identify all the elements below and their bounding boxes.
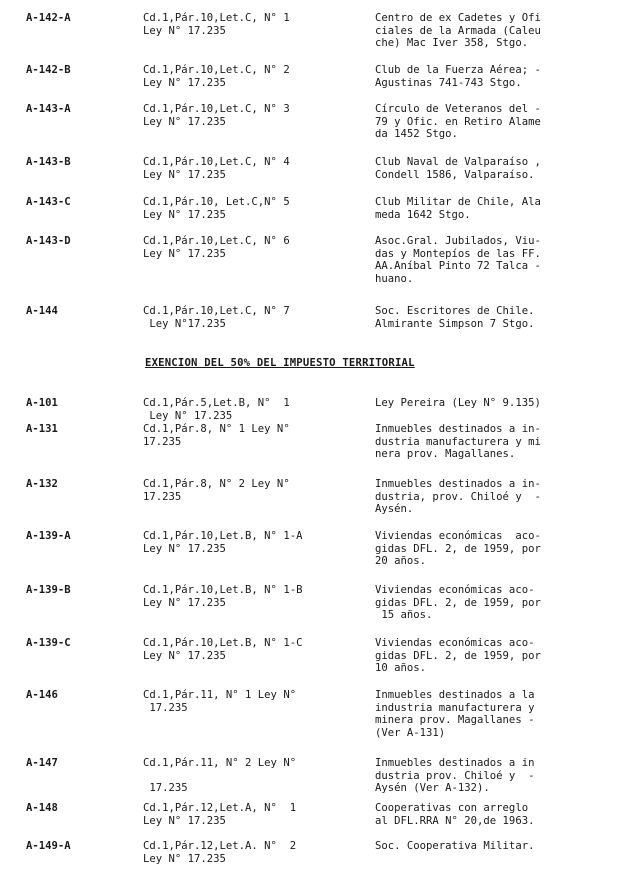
description-line: Ley Pereira (Ley N° 9.135) (375, 397, 541, 409)
description-line: dustria, prov. Chiloé y - (375, 490, 541, 503)
description-line: Inmuebles destinados a la (375, 689, 535, 701)
description-line: Soc. Cooperativa Militar. (375, 840, 535, 852)
reference-line: Cd.1,Pár.10,Let.C, N° 4 (143, 156, 290, 168)
reference-line: 17.235 (143, 701, 188, 714)
description-line: dustria manufacturera y mi (375, 435, 541, 448)
reference-line: Cd.1,Pár.10,Let.C, N° 2 (143, 64, 290, 76)
description-line: minera prov. Magallanes - (375, 714, 535, 727)
description-line: Inmuebles destinados a in- (375, 423, 541, 435)
description-line: da 1452 Stgo. (375, 128, 458, 141)
section-title: EXENCION DEL 50% DEL IMPUESTO TERRITORIAL (145, 357, 415, 369)
reference-line: Ley N° 17.235 (143, 596, 226, 609)
description-line: Almirante Simpson 7 Stgo. (375, 317, 535, 330)
entry-legal-reference (143, 478, 365, 503)
entry-code: A-142-A (26, 12, 71, 24)
entry-description (375, 196, 595, 221)
reference-line: Ley N° 17.235 (143, 247, 226, 260)
reference-line: Ley N° 17.235 (143, 208, 226, 221)
reference-line: Ley N° 17.235 (143, 115, 226, 128)
entry-legal-reference (143, 12, 365, 37)
reference-line: Cd.1,Pár.11, N° 2 Ley N° (143, 757, 297, 769)
entry-legal-reference (143, 103, 365, 128)
entry-description (375, 840, 595, 853)
entry-description (375, 12, 595, 50)
entry-code: A-149-A (26, 840, 71, 852)
reference-line: 17.235 (143, 490, 182, 503)
reference-line: Cd.1,Pár.10, Let.C,N° 5 (143, 196, 290, 208)
reference-line: Ley N° 17.235 (143, 542, 226, 555)
entry-description (375, 584, 595, 622)
description-line: 10 años. (375, 662, 427, 675)
description-line: Asoc.Gral. Jubilados, Viu- (375, 235, 541, 247)
entry-description (375, 103, 595, 141)
entry-code: A-143-D (26, 235, 71, 247)
reference-line: Cd.1,Pár.8, N° 2 Ley N° (143, 478, 290, 490)
entry-description (375, 156, 595, 181)
entry-description (375, 689, 595, 739)
entry-code: A-139-C (26, 637, 71, 649)
description-line: Círculo de Veteranos del - (375, 103, 541, 115)
entry-legal-reference (143, 423, 365, 448)
entry-code: A-139-B (26, 584, 71, 596)
description-line: Aysén. (375, 503, 414, 516)
entry-legal-reference (143, 637, 365, 662)
entry-code: A-147 (26, 757, 58, 769)
description-line: nera prov. Magallanes. (375, 448, 516, 461)
reference-line: Cd.1,Pár.10,Let.B, N° 1-A (143, 530, 303, 542)
entry-code: A-148 (26, 802, 58, 814)
entry-legal-reference (143, 397, 365, 422)
description-line: industria manufacturera y (375, 701, 535, 714)
description-line: Viviendas económicas aco- (375, 584, 535, 596)
description-line: 20 años. (375, 555, 427, 568)
reference-line: Cd.1,Pár.10,Let.C, N° 7 (143, 305, 290, 317)
description-line: Club Naval de Valparaíso , (375, 156, 541, 168)
entry-description (375, 305, 595, 330)
reference-line: Ley N° 17.235 (143, 76, 226, 89)
reference-line: Cd.1,Pár.8, N° 1 Ley N° (143, 423, 290, 435)
entry-code: A-144 (26, 305, 58, 317)
description-line: Club de la Fuerza Aérea; - (375, 64, 541, 76)
reference-line: Cd.1,Pár.10,Let.B, N° 1-B (143, 584, 303, 596)
description-line: huano. (375, 272, 414, 285)
description-line: che) Mac Iver 358, Stgo. (375, 37, 529, 50)
description-line: Inmuebles destinados a in- (375, 478, 541, 490)
entry-legal-reference (143, 689, 365, 714)
entry-description (375, 757, 595, 795)
entry-description (375, 423, 595, 461)
reference-line: Ley N° 17.235 (143, 409, 233, 422)
reference-line: Cd.1,Pár.5,Let.B, N° 1 (143, 397, 290, 409)
reference-line: Ley N° 17.235 (143, 852, 226, 865)
entry-description (375, 397, 595, 410)
description-line: meda 1642 Stgo. (375, 208, 471, 221)
description-line: Cooperativas con arreglo (375, 802, 529, 814)
description-line: AA.Aníbal Pinto 72 Talca - (375, 260, 541, 273)
description-line: dustria prov. Chiloé y - (375, 769, 535, 782)
entry-legal-reference (143, 235, 365, 260)
entry-legal-reference (143, 305, 365, 330)
description-line: Soc. Escritores de Chile. (375, 305, 535, 317)
description-line: Centro de ex Cadetes y Ofi (375, 12, 541, 24)
reference-line: Ley N°17.235 (143, 317, 226, 330)
entry-legal-reference (143, 802, 365, 827)
entry-code: A-146 (26, 689, 58, 701)
description-line: ciales de la Armada (Caleu (375, 24, 541, 37)
entry-description (375, 64, 595, 89)
description-line: Aysén (Ver A-132). (375, 782, 490, 795)
entry-description (375, 235, 595, 285)
description-line: 79 y Ofic. en Retiro Alame (375, 115, 541, 128)
reference-line: Ley N° 17.235 (143, 649, 226, 662)
entry-code: A-132 (26, 478, 58, 490)
entry-legal-reference (143, 584, 365, 609)
reference-line: Cd.1,Pár.12,Let.A, N° 1 (143, 802, 297, 814)
description-line: Inmuebles destinados a in (375, 757, 535, 769)
reference-line: Cd.1,Pár.10,Let.C, N° 1 (143, 12, 290, 24)
reference-line: 17.235 (143, 435, 182, 448)
reference-line: Ley N° 17.235 (143, 168, 226, 181)
entry-description (375, 802, 595, 827)
reference-line (143, 770, 365, 783)
description-line: (Ver A-131) (375, 726, 446, 739)
description-line: gidas DFL. 2, de 1959, por (375, 649, 541, 662)
reference-line: Cd.1,Pár.10,Let.C, N° 3 (143, 103, 290, 115)
description-line: Viviendas económicas aco- (375, 637, 535, 649)
entry-legal-reference (143, 530, 365, 555)
reference-line: 17.235 (143, 782, 188, 795)
description-line: gidas DFL. 2, de 1959, por (375, 542, 541, 555)
entry-code: A-131 (26, 423, 58, 435)
entry-description (375, 478, 595, 516)
reference-line: Cd.1,Pár.11, N° 1 Ley N° (143, 689, 297, 701)
description-line: 15 años. (375, 609, 433, 622)
description-line: gidas DFL. 2, de 1959, por (375, 596, 541, 609)
entry-code: A-139-A (26, 530, 71, 542)
reference-line: Ley N° 17.235 (143, 814, 226, 827)
reference-line: Cd.1,Pár.12,Let.A. N° 2 (143, 840, 297, 852)
entry-legal-reference (143, 156, 365, 181)
entry-code: A-143-C (26, 196, 71, 208)
entry-description (375, 530, 595, 568)
description-line: al DFL.RRA N° 20,de 1963. (375, 814, 535, 827)
entry-legal-reference (143, 196, 365, 221)
entry-code: A-101 (26, 397, 58, 409)
description-line: Viviendas económicas aco- (375, 530, 541, 542)
entry-code: A-143-B (26, 156, 71, 168)
entry-code: A-142-B (26, 64, 71, 76)
entry-legal-reference (143, 840, 365, 865)
description-line: Agustinas 741-743 Stgo. (375, 76, 522, 89)
reference-line: Cd.1,Pár.10,Let.C, N° 6 (143, 235, 290, 247)
entry-code: A-143-A (26, 103, 71, 115)
entry-legal-reference (143, 64, 365, 89)
entry-legal-reference (143, 757, 365, 795)
entry-description (375, 637, 595, 675)
description-line: Condell 1586, Valparaíso. (375, 168, 535, 181)
reference-line: Cd.1,Pár.10,Let.B, N° 1-C (143, 637, 303, 649)
description-line: das y Montepíos de las FF. (375, 247, 541, 260)
description-line: Club Militar de Chile, Ala (375, 196, 541, 208)
reference-line: Ley N° 17.235 (143, 24, 226, 37)
